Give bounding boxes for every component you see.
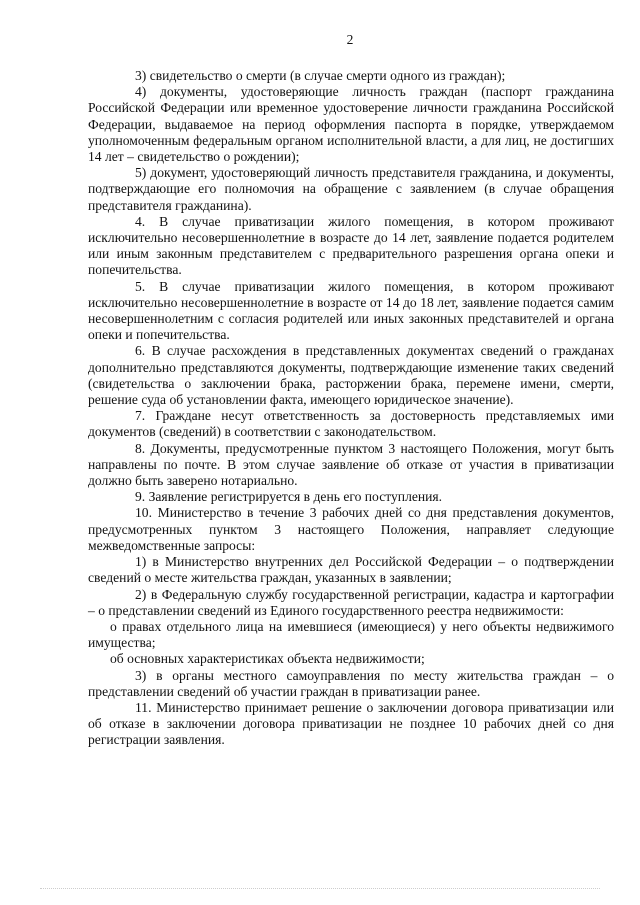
paragraph-request-local-government: 3) в органы местного самоуправления по месту жительства граждан – о представлении сведений об участии граждан в приватизации ранее. [88,667,614,699]
scan-artifact-line [40,888,600,893]
paragraph-item-4: 4. В случае приватизации жилого помещения, в котором проживают исключительно несовершеннолетние в возрасте до 14 лет, заявление подается родителем или иным законным представителем с предварительного разрешения органа опеки и попечительства. [88,213,614,278]
paragraph-item-6: 6. В случае расхождения в представленных документах сведений о гражданах дополнительно представляются документы, подтверждающие изменение таких сведений (свидетельства о заключении брака, расторжении брака, перемене имени, смерти, решение суда об установлении факта, имеющего юридическое значение). [88,343,614,408]
paragraph-item-7: 7. Граждане несут ответственность за достоверность представляемых ими документов (сведений) в соответствии с законодательством. [88,408,614,440]
paragraph-representative-documents: 5) документ, удостоверяющий личность представителя гражданина, и документы, подтверждающие его полномочия на обращение с заявлением (в случае обращения представителя гражданина). [88,165,614,213]
paragraph-rights-info: о правах отдельного лица на имевшиеся (имеющиеся) у него объекты недвижимого имущества; [88,618,614,651]
paragraph-item-9: 9. Заявление регистрируется в день его поступления. [135,489,443,505]
paragraph-item-8: 8. Документы, предусмотренные пунктом 3 настоящего Положения, могут быть направлены по почте. В этом случае заявление об отказе от участия в приватизации должно быть заверено нотариально. [88,440,614,489]
paragraph-request-rosreestr: 2) в Федеральную службу государственной регистрации, кадастра и картографии – о представлении сведений из Единого государственного реестра недвижимости: [88,586,614,618]
paragraph-identity-documents: 4) документы, удостоверяющие личность граждан (паспорт гражданина Российской Федерации или временное удостоверение личности гражданина Российской Федерации, выдаваемое на период оформления паспорта в порядке, утверждаемом уполномоченным федеральным органом исполнительной власти, а для лиц, не достигших 14 лет – свидетельство о рождении); [88,84,614,165]
paragraph-item-5: 5. В случае приватизации жилого помещения, в котором проживают исключительно несовершеннолетние в возрасте от 14 до 18 лет, заявление подается самим несовершеннолетним с согласия родителей или иных законных представителей и органа опеки и попечительства. [88,278,614,343]
paragraph-death-certificate: 3) свидетельство о смерти (в случае смерти одного из граждан); [135,68,506,83]
page-number: 2 [346,32,354,47]
paragraph-item-11: 11. Министерство принимает решение о заключении договора приватизации или об отказе в заключении договора приватизации не позднее 10 рабочих дней со дня регистрации заявления. [88,699,614,748]
paragraph-property-characteristics: об основных характеристиках объекта недвижимости; [110,651,425,667]
paragraph-request-mvd: 1) в Министерство внутренних дел Российской Федерации – о подтверждении сведений о месте жительства граждан, указанных в заявлении; [88,554,614,586]
paragraph-item-10: 10. Министерство в течение 3 рабочих дней со дня представления документов, предусмотренных пунктом 3 настоящего Положения, направляет следующие межведомственные запросы: [88,505,614,553]
